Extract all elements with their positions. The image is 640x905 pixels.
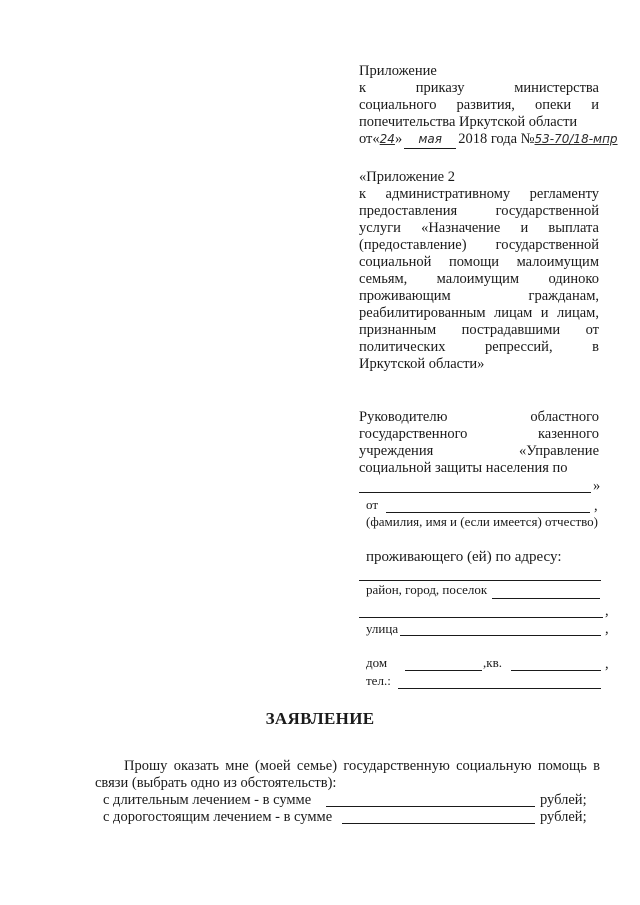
address-line-3-field[interactable] [359, 617, 603, 618]
order-day-handwritten: 24 [379, 132, 395, 146]
statement-intro-line-2: связи (выбрать одно из обстоятельств): [95, 775, 337, 791]
order-month-handwritten: мая [404, 131, 456, 149]
option-long-treatment [103, 792, 311, 809]
from-label: от [366, 497, 379, 512]
appendix-line: семьям, малоимущим одиноко [359, 271, 599, 287]
house-field[interactable] [405, 670, 482, 671]
appendix-line: проживающим гражданам, [359, 288, 599, 304]
amount-field-long-treatment[interactable] [326, 806, 535, 807]
address-line-1-field[interactable] [359, 580, 601, 581]
apartment-field[interactable] [511, 670, 601, 671]
phone-label: тел.: [366, 673, 391, 688]
house-label: дом [366, 655, 388, 670]
phone-field[interactable] [398, 688, 601, 689]
appendix-line: услуги «Назначение и выплата [359, 220, 599, 236]
option-suffix: рублей; [540, 809, 587, 825]
appendix-line: Иркутской области» [359, 356, 485, 372]
applicant-name-field[interactable] [386, 512, 590, 513]
appendix-line: реабилитированным лицам и лицам, [359, 305, 599, 321]
address-line-2-field[interactable] [492, 598, 600, 599]
appendix-line: социальной помощи малоимущим [359, 254, 599, 270]
option-label: с дорогостоящим лечением - в сумме [103, 809, 333, 825]
order-day-close: » [394, 131, 403, 147]
addressee-line: учреждения «Управление [359, 443, 599, 459]
order-year-text: 2018 года № [458, 131, 535, 147]
appendix-line: политических репрессий, в [359, 339, 599, 355]
street-label: улица [366, 621, 399, 636]
attachment-title: Приложение [359, 63, 437, 79]
comma: , [605, 621, 609, 637]
fio-hint: (фамилия, имя и (если имеется) отчество) [366, 514, 599, 529]
order-line-3: попечительства Иркутской области [359, 114, 578, 130]
statement-heading: ЗАЯВЛЕНИЕ [265, 709, 375, 728]
apartment-label: ,кв. [483, 655, 502, 670]
residing-label: проживающего (ей) по адресу: [366, 549, 562, 565]
order-line-1: к приказу министерства [359, 80, 599, 96]
appendix-line: «Приложение 2 [359, 169, 455, 185]
comma: , [594, 498, 598, 514]
street-field[interactable] [400, 635, 601, 636]
appendix-line: предоставления государственной [359, 203, 599, 219]
comma: , [605, 656, 609, 672]
statement-intro-line-1: Прошу оказать мне (моей семье) государственную социальную помощь в [124, 758, 600, 774]
order-number-handwritten: 53-70/18-мпр [534, 132, 618, 146]
comma: , [605, 603, 609, 619]
order-date-line [359, 131, 629, 149]
amount-field-expensive-treatment[interactable] [342, 823, 535, 824]
addressee-line: Руководителю областного [359, 409, 599, 425]
appendix-line: признанным пострадавшими от [359, 322, 599, 338]
option-label: с длительным лечением - в сумме [103, 792, 312, 808]
option-suffix: рублей; [540, 792, 587, 808]
order-from-prefix: от« [359, 131, 380, 147]
addressee-line: государственного казенного [359, 426, 599, 442]
appendix-line: к административному регламенту [359, 186, 599, 202]
district-hint: район, город, поселок [366, 582, 488, 597]
appendix-line: (предоставление) государственной [359, 237, 599, 253]
addressee-line: социальной защиты населения по [359, 460, 568, 476]
department-name-field[interactable] [359, 492, 591, 493]
closing-quote: » [593, 478, 601, 494]
option-expensive-treatment [103, 809, 332, 826]
order-line-2: социального развития, опеки и [359, 97, 599, 113]
